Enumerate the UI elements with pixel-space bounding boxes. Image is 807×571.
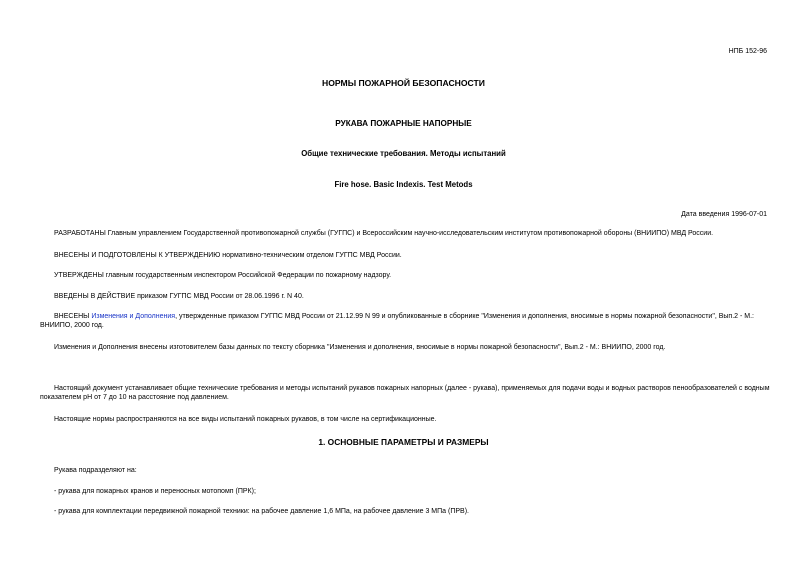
section-heading: 1. ОСНОВНЫЕ ПАРАМЕТРЫ И РАЗМЕРЫ <box>318 437 489 447</box>
paragraph-enacted: ВВЕДЕНЫ В ДЕЙСТВИЕ приказом ГУГПС МВД России от 28.06.1996 г. N 40. <box>54 293 304 300</box>
list-item-prv: - рукава для комплектации передвижной пожарной техники: на рабочее давление 1,6 МПа, на рабочее давление 3 МПа (ПРВ). <box>54 508 469 515</box>
section-paragraph-intro: Рукава подразделяют на: <box>54 467 137 474</box>
paragraph-applicability: Настоящие нормы распространяются на все виды испытаний пожарных рукавов, в том числе на сертификационные. <box>54 416 437 423</box>
main-title: НОРМЫ ПОЖАРНОЙ БЕЗОПАСНОСТИ <box>322 78 485 88</box>
subtitle-english: Fire hose. Basic Indexis. Test Metods <box>334 180 473 189</box>
list-item-prk: - рукава для пожарных кранов и переносных мотопомп (ПРК); <box>54 488 256 495</box>
paragraph-developed: РАЗРАБОТАНЫ Главным управлением Государственной противопожарной службы (ГУГПС) и Всероссийским научно-исследовательским институтом противопожарной обороны (ВНИИПО) МВД России. <box>54 230 714 237</box>
paragraph-submitted: ВНЕСЕНЫ И ПОДГОТОВЛЕНЫ К УТВЕРЖДЕНИЮ нормативно-техническим отделом ГУГПС МВД России. <box>54 252 402 259</box>
subtitle-russian: Общие технические требования. Методы испытаний <box>301 149 506 158</box>
document-number: НПБ 152-96 <box>728 48 767 55</box>
amendments-suffix: , утвержденные приказом ГУГПС МВД России от 21.12.99 N 99 и опубликованные в сборнике "Изменения и дополнения, вносимые в нормы пожарной безопасности", Вып.2 - М.: ВНИИПО, 2000 год. <box>40 313 754 330</box>
amendments-prefix: ВНЕСЕНЫ <box>54 313 92 320</box>
document-title: РУКАВА ПОЖАРНЫЕ НАПОРНЫЕ <box>335 119 472 128</box>
paragraph-scope: Настоящий документ устанавливает общие технические требования и методы испытаний рукавов пожарных напорных (далее - рукава), применяемых для подачи воды и водных растворов пенообразователей с водным показателем pH от 7 до 10 на расстояние под давлением. <box>40 385 770 402</box>
paragraph-amendments-note: Изменения и Дополнения внесены изготовителем базы данных по тексту сборника "Изменения и дополнения, вносимые в нормы пожарной безопасности", Вып.2 - М.: ВНИИПО, 2000 год. <box>54 344 666 351</box>
paragraph-amendments <box>40 312 770 331</box>
amendments-link[interactable]: Изменения и Дополнения <box>91 313 176 320</box>
paragraph-approved: УТВЕРЖДЕНЫ главным государственным инспектором Российской Федерации по пожарному надзору. <box>54 272 392 279</box>
intro-date: Дата введения 1996-07-01 <box>681 211 767 218</box>
